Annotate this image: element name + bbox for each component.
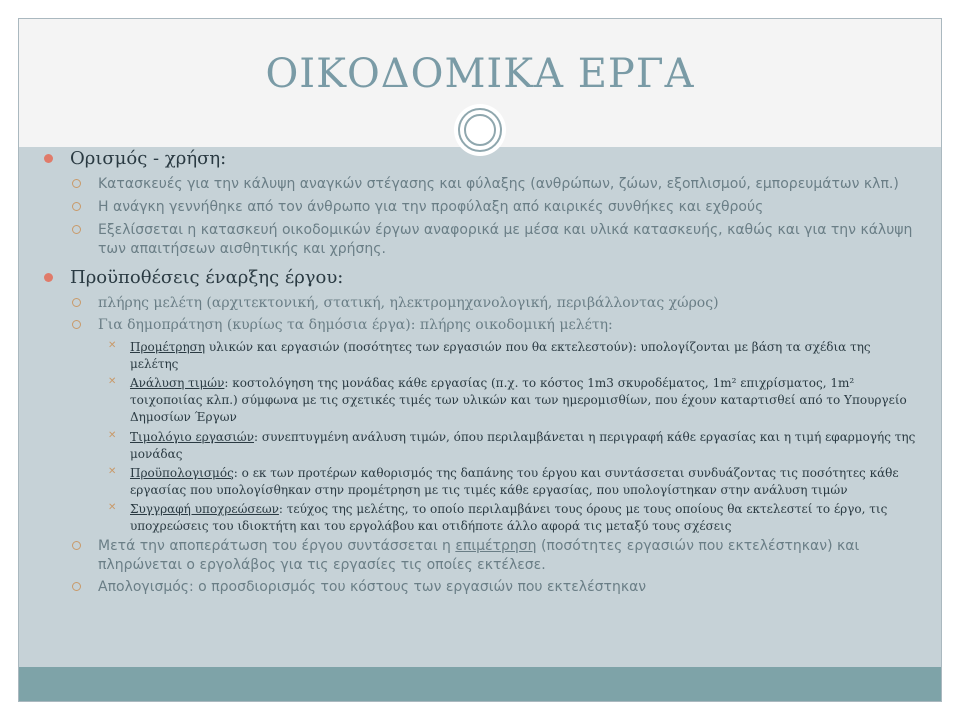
bullet-cross-icon: ✕	[108, 376, 117, 388]
list-item: Για δημοπράτηση (κυρίως τα δημόσια έργα): πλήρης οικοδομική μελέτη:	[42, 316, 922, 335]
list-item: Απολογισμός: ο προσδιορισμός του κόστους των εργασιών που εκτελέστηκαν	[42, 578, 922, 597]
ornament-ring-inner	[464, 114, 496, 146]
list-item: Εξελίσσεται η κατασκευή οικοδομικών έργων αναφορικά με μέσα και υλικά κατασκευής, καθώς και για την κάλυψη των απαιτήσεων αισθητικής και χρήσης.	[42, 221, 922, 259]
sub-list-item: ✕ Ανάλυση τιμών: κοστολόγηση της μονάδας κάθε εργασίας (π.χ. το κόστος 1m3 σκυροδέματος, 1m² επιχρίσματος, 1m² τοιχοποιίας κλπ.) σύμφωνα με τις σχετικές τιμές των υλικών και των ημερομισθίων, που έχουν καταρτισθεί από το Υπουργείο Δημοσίων Έργων	[108, 376, 907, 425]
slide-title: ΟΙΚΟΔΟΜΙΚΑ ΕΡΓΑ	[265, 51, 695, 97]
bullet-cross-icon: ✕	[108, 429, 117, 441]
bullet-circle-icon	[72, 320, 81, 329]
bullet-circle-icon	[72, 202, 81, 211]
bullet-circle-icon	[72, 225, 81, 234]
bullet-cross-icon: ✕	[108, 340, 117, 352]
list-item: Η ανάγκη γεννήθηκε από τον άνθρωπο για την προφύλαξη από καιρικές συνθήκες και εχθρούς	[42, 198, 922, 217]
list-item: Κατασκευές για την κάλυψη αναγκών στέγασης και φύλαξης (ανθρώπων, ζώων, εξοπλισμού, εμπορευμάτων κλπ.)	[42, 175, 922, 194]
bullet-circle-icon	[72, 582, 81, 591]
bullet-circle-icon	[72, 179, 81, 188]
sub-list-item: ✕ Τιμολόγιο εργασιών: συνεπτυγμένη ανάλυση τιμών, όπου περιλαμβάνεται η περιγραφή κάθε εργασίας και η τιμή εφαρμογής της μονάδας	[108, 429, 916, 461]
sub-list-item: ✕ Προϋπολογισμός: ο εκ των προτέρων καθορισμός της δαπάνης του έργου και συντάσσεται συνδυάζοντας τις ποσότητες κάθε εργασίας που υπολογίσθηκαν στην προμέτρηση με τις τιμές κάθε εργασίας, που υπολογίστηκαν στην ανάλυση τιμών	[108, 465, 899, 497]
sub-list-item: ✕ Συγγραφή υποχρεώσεων: τεύχος της μελέτης, το οποίο περιλαμβάνει τους όρους με τους οποίους θα εκτελεστεί το έργο, τις υποχρεώσεις του ιδιοκτήτη και του εργολάβου και οτιδήποτε άλλο αφορά τις μεταξύ τους σχέσεις	[108, 501, 888, 533]
section-heading: Προϋποθέσεις έναρξης έργου:	[42, 267, 922, 288]
section-heading: Ορισμός - χρήση:	[42, 148, 922, 169]
bullet-dot-icon	[44, 154, 53, 163]
bullet-cross-icon: ✕	[108, 465, 117, 477]
sub-list-item: ✕ Προμέτρηση υλικών και εργασιών (ποσότητες των εργασιών που θα εκτελεστούν): υπολογίζονται με βάση τα σχέδια της μελέτης	[108, 340, 871, 372]
list-item: Μετά την αποπεράτωση του έργου συντάσσεται η επιμέτρηση (ποσότητες εργασιών που εκτελέστηκαν) και πληρώνεται ο εργολάβος για τις εργασίες τις οποίες εκτέλεσε.	[42, 537, 922, 575]
bullet-dot-icon	[44, 273, 53, 282]
footer-band	[19, 667, 941, 701]
bullet-cross-icon: ✕	[108, 501, 117, 513]
bullet-circle-icon	[72, 298, 81, 307]
list-item: πλήρης μελέτη (αρχιτεκτονική, στατική, ηλεκτρομηχανολογική, περιβάλλοντας χώρος)	[42, 294, 922, 313]
slide-body	[42, 148, 922, 601]
bullet-circle-icon	[72, 541, 81, 550]
